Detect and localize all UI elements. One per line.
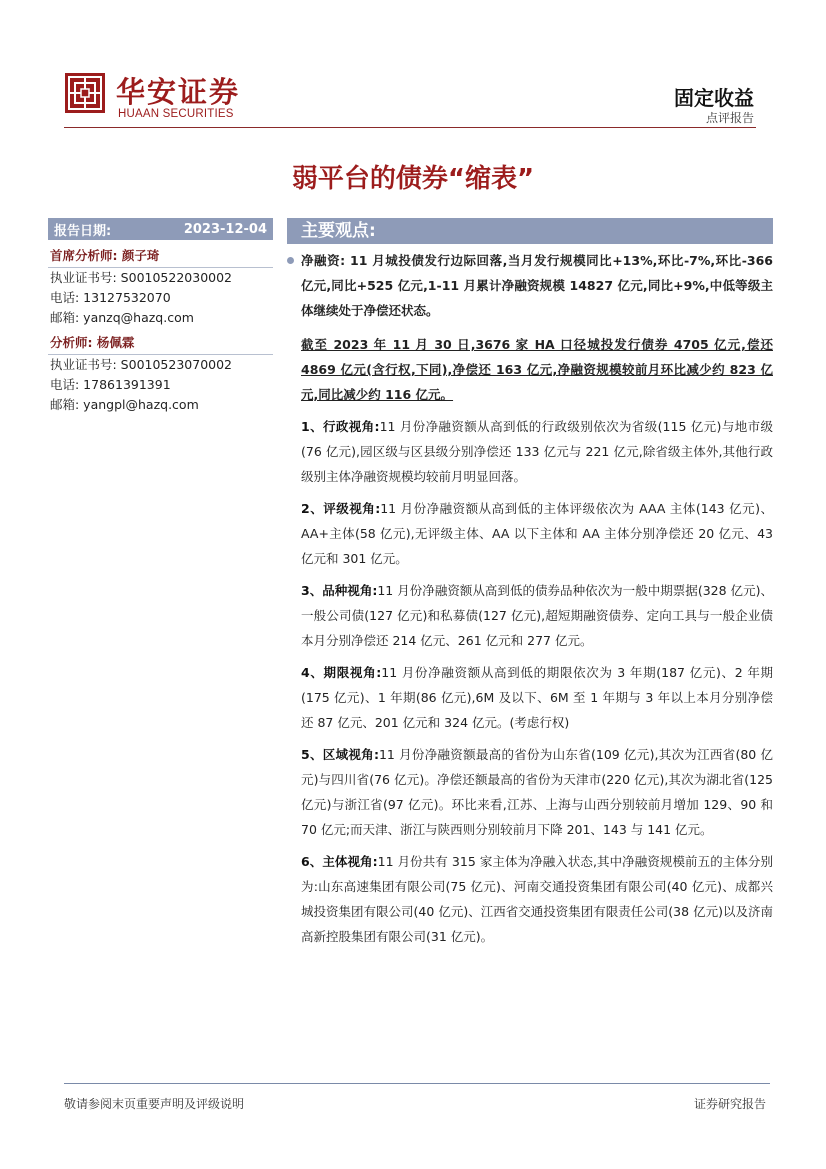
- report-title: 弱平台的债券“缩表”: [291, 164, 535, 194]
- lead-text: 截至 2023 年 11 月 30 日,3676 家 HA 口径城投发行债券 4705 亿元,偿还 4869 亿元(含行权,下同),净偿还 163 亿元,净融资规模较前月环比减少约 823 亿元,同比减少约 116 亿元。: [301, 337, 773, 402]
- footer-divider: [64, 1083, 770, 1084]
- analyst-sidebar: [48, 218, 273, 415]
- list-item: [287, 849, 773, 949]
- list-item: [287, 660, 773, 735]
- report-type: 点评报告: [705, 111, 754, 125]
- report-date-label: 报告日期:: [54, 223, 112, 239]
- list-item: [287, 578, 773, 653]
- item-text: 11 月份净融资额从高到低的主体评级依次为 AAA 主体(143 亿元)、 AA+主体(58 亿元),无评级主体、AA 以下主体和 AA 主体分别净偿还 20 亿元、43 亿元和 301 亿元。: [301, 501, 773, 566]
- report-date-value: 2023-12-04: [183, 221, 267, 237]
- main-content: [287, 218, 773, 949]
- chief-analyst-cert: 执业证书号: S0010522030002: [50, 270, 233, 285]
- footer-label: 证券研究报告: [693, 1097, 766, 1111]
- brand-name-en: HUAAN SECURITIES: [118, 108, 234, 120]
- item-text: 11 月份净融资额从高到低的债券品种依次为一般中期票据(328 亿元)、一般公司债(127 亿元)和私募债(127 亿元),超短期融资债券、定向工具与一般企业债本月分别净偿还 214 亿元、261 亿元和 277 亿元。: [301, 583, 773, 648]
- list-item: [287, 496, 773, 571]
- item-heading: 5、区域视角:: [301, 747, 379, 762]
- bullet-icon: [287, 257, 294, 264]
- item-heading: 6、主体视角:: [301, 854, 378, 869]
- header-divider: [64, 127, 756, 128]
- analyst-cert: 执业证书号: S0010523070002: [50, 357, 233, 372]
- analyst-name: 分析师: 杨佩霖: [48, 333, 273, 355]
- item-heading: 2、评级视角:: [301, 501, 381, 516]
- lead-paragraph: [287, 332, 773, 407]
- item-heading: 1、行政视角:: [301, 419, 380, 434]
- analyst-email[interactable]: 邮箱: yangpl@hazq.com: [50, 397, 199, 412]
- item-text: 11 月份净融资额从高到低的行政级别依次为省级(115 亿元)与地市级(76 亿元),园区级与区县级分别净偿还 133 亿元与 221 亿元,除省级主体外,其他行政级别主体净融资规模均较前月明显回落。: [301, 419, 774, 484]
- item-heading: 3、品种视角:: [301, 583, 378, 598]
- bullet-text: 净融资: 11 月城投债发行边际回落,当月发行规模同比+13%,环比-7%,环比-366 亿元,同比+525 亿元,1-11 月累计净融资规模 14827 亿元,同比+9%,中低等级主体继续处于净偿还状态。: [301, 253, 773, 318]
- item-text: 11 月份净融资额从高到低的期限依次为 3 年期(187 亿元)、2 年期(175 亿元)、1 年期(86 亿元),6M 及以下、6M 至 1 年期与 3 年以上本月分别净偿还 87 亿元、201 亿元和 324 亿元。(考虑行权): [301, 665, 773, 730]
- list-item: [287, 742, 773, 842]
- brand-name-cn: 华安证券: [116, 75, 241, 109]
- chief-analyst-phone: 电话: 13127532070: [50, 290, 171, 305]
- chief-analyst-email[interactable]: 邮箱: yanzq@hazq.com: [50, 310, 194, 325]
- analyst-phone: 电话: 17861391391: [50, 377, 171, 392]
- section-title: 固定收益: [674, 86, 754, 110]
- item-text: 11 月份净融资额最高的省份为山东省(109 亿元),其次为江西省(80 亿元)与四川省(76 亿元)。净偿还额最高的省份为天津市(220 亿元),其次为湖北省(125 亿元)与浙江省(97 亿元)。环比来看,江苏、上海与山西分别较前月增加 129、90 和 70 亿元;而天津、浙江与陕西则分别较前月下降 201、143 与 141 亿元。: [301, 747, 773, 837]
- item-heading: 4、期限视角:: [301, 665, 382, 680]
- item-text: 11 月份共有 315 家主体为净融入状态,其中净融资规模前五的主体分别为:山东高速集团有限公司(75 亿元)、河南交通投资集团有限公司(40 亿元)、成都兴城投资集团有限公司(40 亿元)、江西省交通投资集团有限责任公司(38 亿元)以及济南高新控股集团有限公司(31 亿元)。: [301, 854, 773, 944]
- report-date-bar: [48, 218, 273, 240]
- net-financing-bullet: [287, 248, 773, 323]
- key-points-header: 主要观点:: [287, 218, 773, 244]
- chief-analyst-name: 首席分析师: 颜子琦: [48, 246, 273, 268]
- company-logo-icon: [64, 72, 106, 114]
- list-item: [287, 414, 773, 489]
- disclaimer-link[interactable]: 敬请参阅末页重要声明及评级说明: [64, 1097, 245, 1111]
